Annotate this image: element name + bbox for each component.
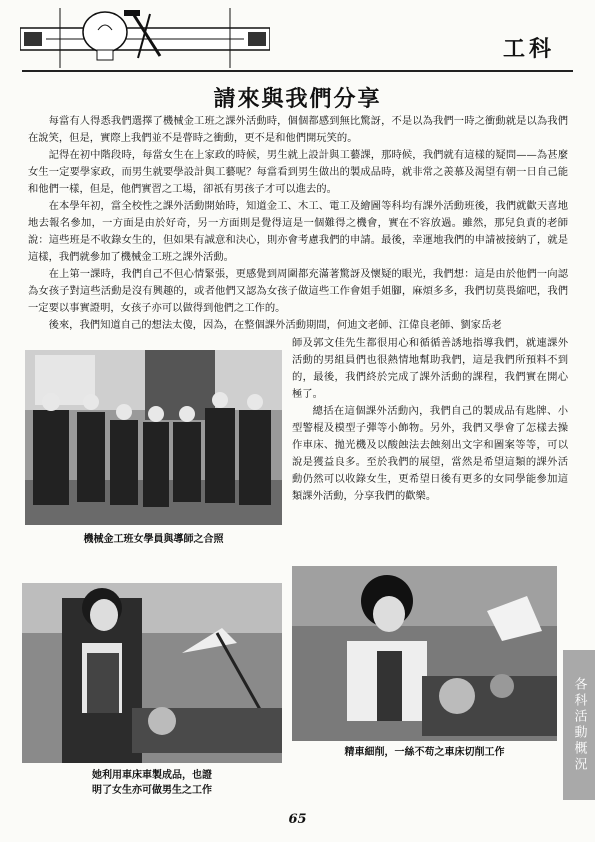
header-rule — [22, 70, 573, 72]
section-label: 工科 — [502, 37, 555, 62]
group-photo-caption: 機械金工班女學員與導師之合照 — [83, 534, 224, 545]
paragraph: 在上第一課時，我們自己不但心情緊張，更感覺到周圍都充滿著驚訝及懷疑的眼光，我們想：這是由於他們一向認為女孩子對這些活動是沒有興趣的，或者他們又認為女孩子做這些工作會姐手姐腳，麻煩多多，我們切莫畏縮吧，我們一定要以事實證明，女孩子亦可以做得到他們之工作的。 — [28, 268, 568, 314]
article-body-continued — [292, 335, 568, 505]
girl-photo-caption — [22, 768, 282, 798]
side-tab-label: 各科活動概況 — [571, 677, 587, 773]
article-body — [28, 113, 568, 334]
page-number: 65 — [288, 812, 307, 827]
paragraph: 每當有人得悉我們選擇了機械金工班之課外活動時，個個都感到無比驚訝，不是以為我們一時之衝動就是以為我們在說笑，但是，實際上我們並不是瞢時之衝動，更不是和他們開玩笑的。 — [28, 115, 568, 144]
boy-lathe-photo — [292, 566, 557, 741]
header-banner — [20, 8, 270, 68]
girl-lathe-photo — [22, 583, 282, 763]
paragraph: 記得在初中階段時，每當女生在上家政的時候，男生就上設計與工藝課，那時候，我們就有這樣的疑問——為甚麼女生一定要學家政，而男生就要學設計與工藝呢？每當看到男生做出的製成品時，就非常之羨慕及渴望有朝一日自己能和他們一樣，但是，他們實習之工場，卻祇有男孩子才可以進去的。 — [28, 149, 568, 195]
caption-line: 她利用車床車製成品，也證 — [92, 770, 212, 781]
paragraph: 總括在這個課外活動內，我們自己的製成品有匙牌、小型警棍及模型子彈等小飾物。另外，我們又學會了怎樣去操作車床、拋光機及以酸蝕法去蝕刻出文字和圖案等等，可以說是獲益良多。至於我們的展望，當然是希望這類的課外活動仍然可以收錄女生，更希望日後有更多的女同學能參加這類課外活動，分享我們的歡樂。 — [292, 405, 568, 502]
section-side-tab — [563, 650, 595, 800]
article-title: 請來與我們分享 — [213, 87, 382, 112]
lightbulb-tools-icon — [20, 8, 270, 68]
paragraph: 後來，我們知道自己的想法太傻，因為，在整個課外活動期間，何迪文老師、江偉良老師、劉家岳老 — [48, 319, 502, 331]
caption-line: 明了女生亦可做男生之工作 — [92, 785, 212, 796]
group-photo — [25, 350, 282, 525]
paragraph: 在本學年初，當全校性之課外活動開始時，知道金工、木工、電工及繪圖等科均有課外活動班後，我們就歡天喜地地去報名參加，一方面是由於好奇，另一方面則是覺得這是一個難得之機會，實在不容放過。雖然，那兒負責的老師說：這些班是不收錄女生的，但如果有誠意和決心，則亦會考慮我們的申請。最後，幸運地我們的申請被接納了，就是這樣，我們就參加了機械金工班之課外活動。 — [28, 200, 568, 263]
boy-photo-caption: 精車細削，一絲不苟之車床切削工作 — [344, 747, 505, 758]
paragraph: 師及郭文佳先生都很用心和循循善誘地指導我們，就連課外活動的男組員們也很熱情地幫助我們，這是我們所預料不到的，最後，我們終於完成了課外活動的課程，我們實在開心極了。 — [292, 337, 568, 400]
